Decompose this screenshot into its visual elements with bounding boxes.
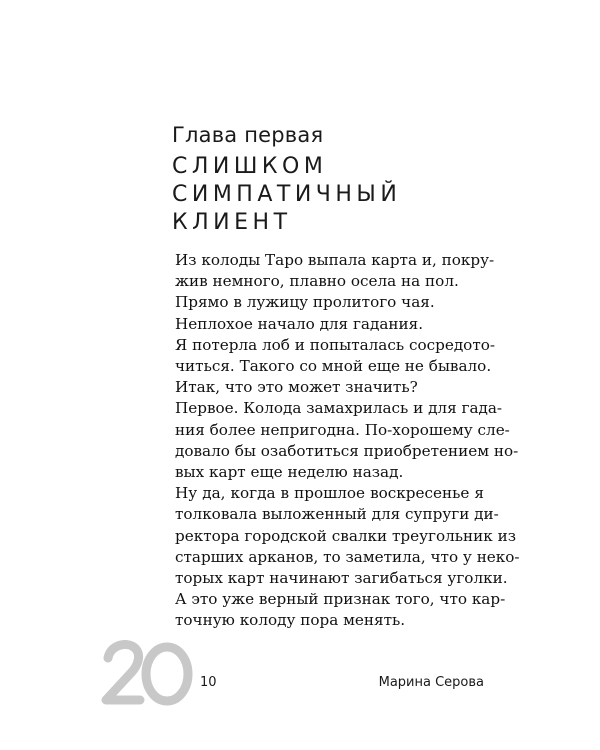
chapter-title-line: СЛИШКОМ <box>172 154 328 179</box>
paragraph <box>158 483 520 589</box>
text-line: ректора городской свалки треугольник из <box>175 526 516 545</box>
text-line: Неплохое начало для гадания. <box>175 314 424 333</box>
text-line: точную колоду пора менять. <box>175 611 406 630</box>
text-line: довало бы озаботиться приобретением но- <box>175 441 519 460</box>
folio-ornament-20 <box>100 638 195 710</box>
text-line: старших арканов, то заметила, что у неко- <box>175 547 520 566</box>
text-line: толковала выложенный для супруги ди- <box>175 505 499 524</box>
chapter-title <box>172 153 401 237</box>
body-text <box>158 250 520 632</box>
paragraph <box>158 377 484 398</box>
chapter-label: Глава первая <box>172 123 324 147</box>
paragraph <box>158 589 506 631</box>
paragraph <box>158 314 484 335</box>
text-line: Ну да, когда в прошлое воскресенье я <box>175 484 484 503</box>
text-line: ния более непригодна. По-хорошему сле- <box>175 420 510 439</box>
text-line: Итак, что это может значить? <box>175 378 418 397</box>
text-line: А это уже верный признак того, что кар- <box>175 590 506 609</box>
chapter-title-line: СИМПАТИЧНЫЙ <box>172 182 402 207</box>
text-line: Из колоды Таро выпала карта и, покру- <box>175 251 495 269</box>
text-line: Я потерла лоб и попыталась сосредото- <box>175 335 495 354</box>
text-line: читься. Такого со мной еще не бывало. <box>175 357 492 376</box>
paragraph <box>158 335 495 377</box>
text-line: Прямо в лужицу пролитого чая. <box>175 293 435 312</box>
text-line: Первое. Колода замахрилась и для гада- <box>175 399 503 418</box>
paragraph <box>158 250 495 292</box>
ornament-digit-two <box>106 645 140 701</box>
page-number: 10 <box>200 675 217 690</box>
running-author: Марина Серова <box>378 675 484 690</box>
ornament-digit-zero <box>146 647 188 701</box>
text-line: торых карт начинают загибаться уголки. <box>175 569 508 588</box>
text-line: жив немного, плавно осела на пол. <box>175 272 459 291</box>
paragraph <box>158 292 484 313</box>
paragraph <box>158 398 519 483</box>
text-line: вых карт еще неделю назад. <box>175 463 404 482</box>
chapter-title-line: КЛИЕНТ <box>172 210 292 235</box>
